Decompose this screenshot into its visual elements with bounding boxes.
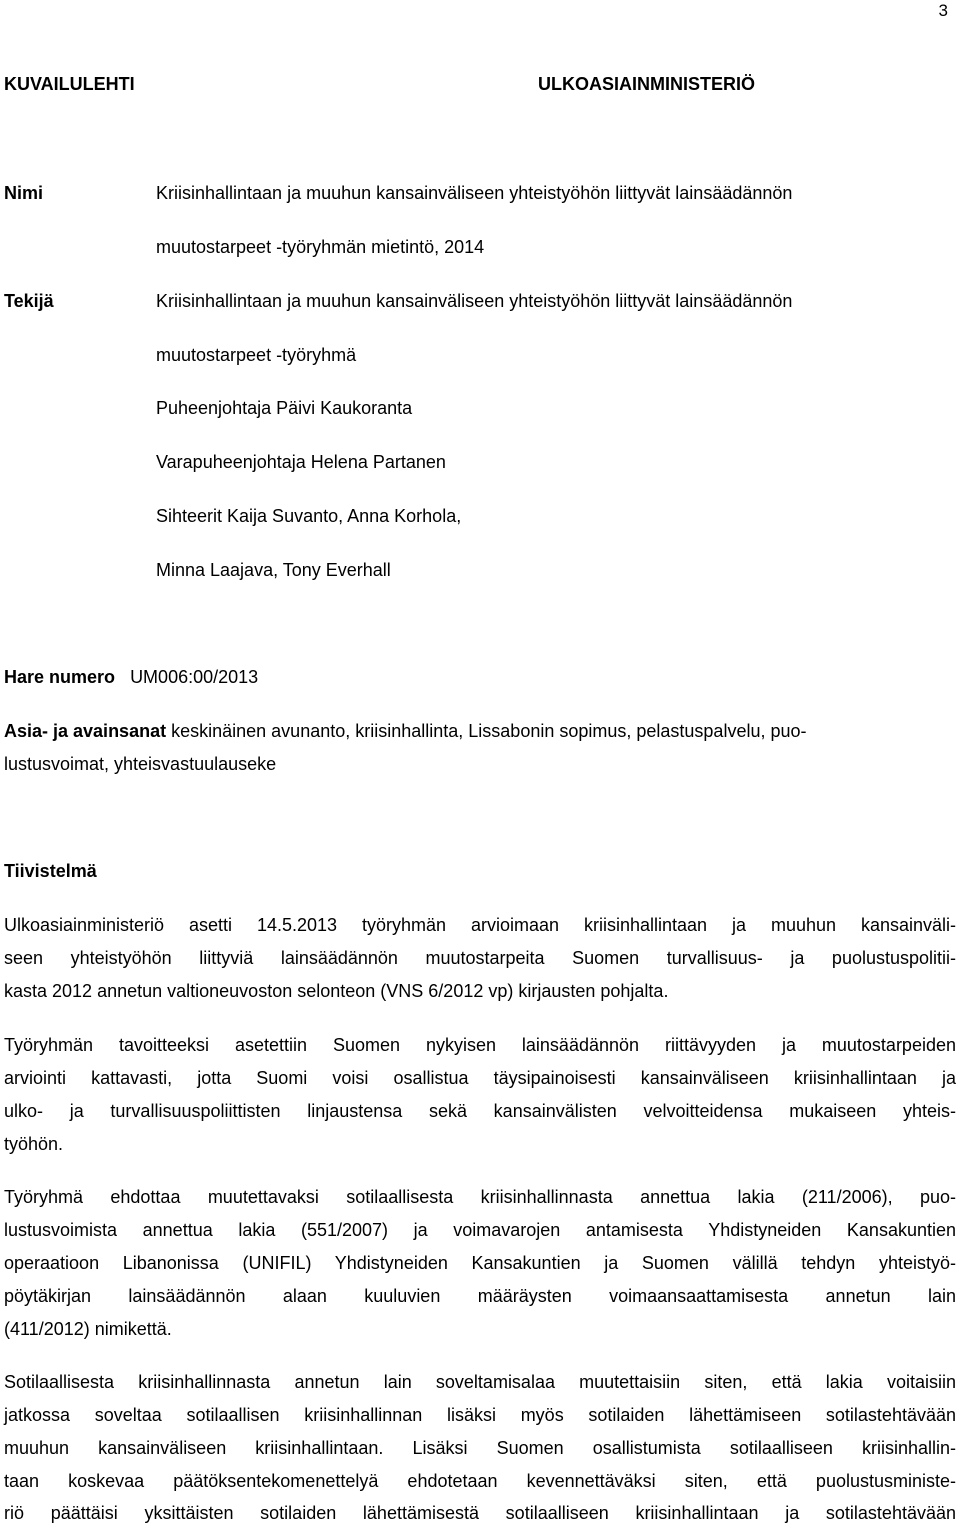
keywords-line: keskinäinen avunanto, kriisinhallinta, Lissabonin sopimus, pelastuspalvelu, puo-: [171, 721, 807, 741]
header-left-title: KUVAILULEHTI: [4, 74, 135, 94]
nimi-line: Kriisinhallintaan ja muuhun kansainväliseen yhteistyöhön liittyvät lainsäädännön: [156, 183, 793, 203]
tekija-line: Minna Laajava, Tony Everhall: [156, 560, 391, 580]
tekija-line: Varapuheenjohtaja Helena Partanen: [156, 452, 446, 472]
tekija-line: muutostarpeet -työryhmä: [156, 345, 357, 365]
summary-paragraph: [4, 1187, 956, 1354]
paragraph-line: Sotilaallisesta kriisinhallinnasta annetun lain soveltamisalaa muutettaisiin siten, että lakia voitaisiin: [4, 1372, 956, 1392]
page-number: 3: [938, 1, 948, 20]
paragraph-line: pöytäkirjan lainsäädännön alaan kuuluvien määräysten voimaansaattamisesta annetun lain: [4, 1286, 956, 1306]
summary-heading: Tiivistelmä: [4, 861, 97, 881]
paragraph-line: Ulkoasiainministeriö asetti 14.5.2013 työryhmän arvioimaan kriisinhallintaan ja muuhun kansainväli-: [4, 915, 956, 935]
paragraph-line: operaatioon Libanonissa (UNIFIL) Yhdistyneiden Kansakuntien ja Suomen välillä tehdyn yhteistyö-: [4, 1253, 956, 1273]
paragraph-line: ulko- ja turvallisuuspoliittisten linjaustensa sekä kansainvälisten velvoitteidensa mukaiseen yhteis-: [4, 1101, 956, 1121]
tekija-line: Kriisinhallintaan ja muuhun kansainväliseen yhteistyöhön liittyvät lainsäädännön: [156, 291, 793, 311]
paragraph-line: Työryhmä ehdottaa muutettavaksi sotilaallisesta kriisinhallinnasta annettua lakia (211/2006), puo-: [4, 1187, 956, 1207]
paragraph-line: Työryhmän tavoitteeksi asetettiin Suomen nykyisen lainsäädännön riittävyyden ja muutostarpeiden: [4, 1035, 956, 1055]
paragraph-line: lustusvoimista annettua lakia (551/2007) ja voimavarojen antamisesta Yhdistyneiden Kansakuntien: [4, 1220, 956, 1240]
paragraph-line: työhön.: [4, 1134, 64, 1154]
summary-paragraph: [4, 915, 956, 1015]
paragraph-line: (411/2012) nimikettä.: [4, 1319, 172, 1339]
paragraph-line: jatkossa soveltaa sotilaallisen kriisinhallinnan lisäksi myös sotilaiden lähettämiseen sotilastehtävään: [4, 1405, 956, 1425]
hare-value: UM006:00/2013: [130, 667, 259, 687]
keywords-label: Asia- ja avainsanat: [4, 721, 167, 741]
summary-paragraph: [4, 1372, 956, 1529]
paragraph-line: taan koskevaa päätöksentekomenettelyä ehdotetaan kevennettäväksi siten, että puolustusministe-: [4, 1471, 956, 1491]
keywords-line: lustusvoimat, yhteisvastuulauseke: [4, 754, 277, 774]
nimi-label: Nimi: [4, 183, 44, 203]
paragraph-line: kasta 2012 annetun valtioneuvoston selonteon (VNS 6/2012 vp) kirjausten pohjalta.: [4, 981, 669, 1001]
hare-row: [4, 667, 258, 688]
paragraph-line: arviointi kattavasti, jotta Suomi voisi osallistua täysipainoisesti kansainväliseen kriisinhallintaan ja: [4, 1068, 956, 1088]
summary-paragraph: [4, 1035, 956, 1169]
paragraph-line: riö päättäisi yksittäisten sotilaiden lähettämisestä sotilaalliseen kriisinhallintaan ja sotilastehtävään: [4, 1503, 956, 1523]
tekija-line: Puheenjohtaja Päivi Kaukoranta: [156, 398, 413, 418]
nimi-line: muutostarpeet -työryhmän mietintö, 2014: [156, 237, 485, 257]
header-right-title: ULKOASIAINMINISTERIÖ: [538, 74, 756, 94]
hare-label: Hare numero: [4, 667, 116, 687]
keywords-row: [4, 721, 807, 742]
tekija-label: Tekijä: [4, 291, 54, 311]
paragraph-line: seen yhteistyöhön liittyviä lainsäädännön muutostarpeita Suomen turvallisuus- ja puolustuspolitii-: [4, 948, 956, 968]
paragraph-line: muuhun kansainväliseen kriisinhallintaan. Lisäksi Suomen osallistumista sotilaalliseen kriisinhallin-: [4, 1438, 956, 1458]
tekija-line: Sihteerit Kaija Suvanto, Anna Korhola,: [156, 506, 462, 526]
